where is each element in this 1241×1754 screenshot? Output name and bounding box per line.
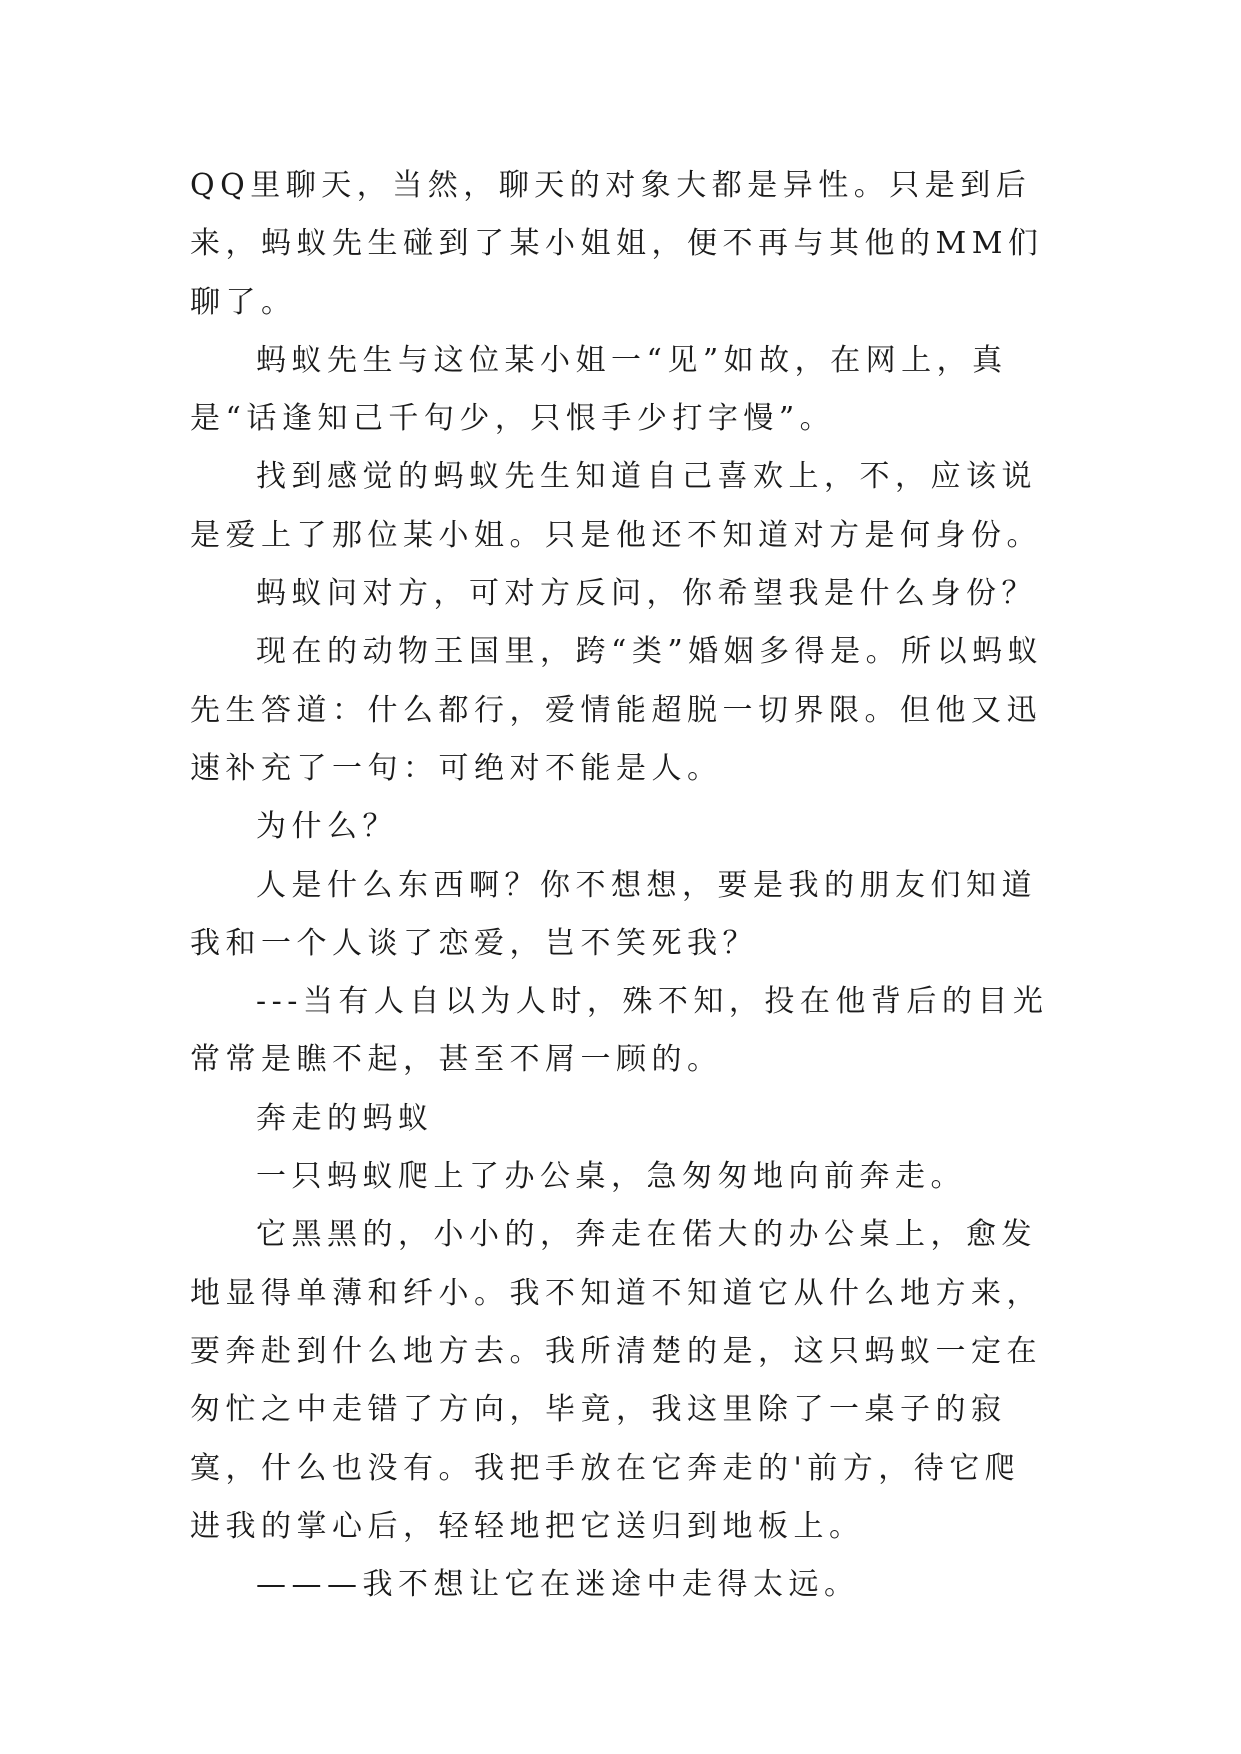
paragraph: 蚂蚁先生与这位某小姐一“见”如故，在网上，真是“话逢知己千句少，只恨手少打字慢”。 <box>190 342 1008 437</box>
paragraph: 找到感觉的蚂蚁先生知道自己喜欢上，不，应该说是爱上了那位某小姐。只是他还不知道对方是何身份。 <box>190 459 1042 553</box>
paragraph: 为什么？ <box>256 809 398 845</box>
paragraph: 人是什么东西啊？你不想想，要是我的朋友们知道我和一个人谈了恋爱，岂不笑死我？ <box>190 867 1037 961</box>
document-body <box>190 157 1052 1614</box>
paragraph: 一只蚂蚁爬上了办公桌，急匆匆地向前奔走。 <box>256 1159 966 1195</box>
paragraph: 现在的动物王国里，跨“类”婚姻多得是。所以蚂蚁先生答道：什么都行，爱情能超脱一切界限。但他又迅速补充了一句：可绝对不能是人。 <box>190 634 1044 786</box>
paragraph: 它黑黑的，小小的，奔走在偌大的办公桌上，愈发地显得单薄和纤小。我不知道不知道它从什么地方来，要奔赴到什么地方去。我所清楚的是，这只蚂蚁一定在匆忙之中走错了方向，毕竟，我这里除了一桌子的寂寞，什么也没有。我把手放在它奔走的'前方，待它爬进我的掌心后，轻轻地把它送归到地板上。 <box>190 1217 1042 1544</box>
paragraph: ---当有人自以为人时，殊不知，投在他背后的目光常常是瞧不起，甚至不屑一顾的。 <box>190 984 1049 1078</box>
paragraph: ———我不想让它在迷途中走得太远。 <box>256 1567 860 1603</box>
paragraph: 蚂蚁问对方，可对方反问，你希望我是什么身份？ <box>256 576 1037 612</box>
section-title: 奔走的蚂蚁 <box>256 1100 434 1136</box>
paragraph-continuation: QQ里聊天，当然，聊天的对象大都是异性。只是到后来，蚂蚁先生碰到了某小姐姐，便不再与其他的MM们聊了。 <box>190 168 1044 320</box>
